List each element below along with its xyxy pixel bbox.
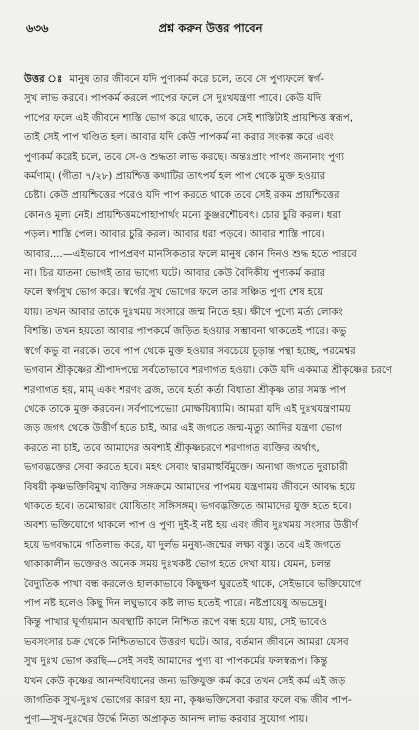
page-header [24, 6, 397, 34]
line-text: বৈদ্যুতিক পাখা বন্ধ করলেও হালকাভাবে কিছুক্ষণ ঘুরতেই থাকে, সেইভাবে ভক্তিযোগে [24, 578, 362, 590]
text-line [24, 672, 397, 691]
line-text: স্বর্গে কভু বা নরকে। তবে পাপ থেকে মুক্ত হওয়ার সবচেয়ে চূড়ান্ত পন্থা হচ্ছে, পরমেশ্বর [24, 345, 356, 357]
text-line [24, 148, 397, 167]
line-text: ফলে স্বর্গসুখ ভোগ করে। স্বর্গের সুখ ভোগের ফলে তার সঞ্চিত পুণ্য শেষ হয়ে [24, 287, 324, 299]
line-text: পাপের ফলে এই জীবনে শাস্তি ভোগ করে থাকে, তবে সেই শাস্তিটাই প্রায়শ্চিত্ত স্বরূপ, [24, 112, 353, 124]
text-line [24, 89, 397, 108]
text-line [24, 128, 397, 147]
line-text: সুখ দুঃখ ভোগ করছি—সেই সবই আমাদের পুণ্য বা পাপকর্মের ফলস্বরূপ। কিন্তু [24, 656, 328, 668]
text-line [24, 342, 397, 361]
text-line [24, 109, 397, 128]
line-text: বিশন্তি। তখন হয়তো আবার পাপকর্মে জড়িত হওয়ার সম্ভাবনা থাকতেই পারে। কভু [24, 326, 347, 338]
text-line [24, 633, 397, 652]
text-line [24, 516, 397, 535]
line-text: শরণাগত হয়, মাম্‌ একং শরণং ব্রজ, তবে হর্তা কর্তা বিধাতা শ্রীকৃষ্ণ তার সমস্ত পাপ [24, 384, 347, 396]
text-line [24, 691, 397, 710]
line-text: ভবসংসার চক্র থেকে নিশ্চিতভাবে উত্তরণ ঘটে। আর, বর্তমান জীবনে আমরা যেসব [24, 636, 349, 648]
line-text: থেকে তাকে মুক্ত করবেন। সর্বপাপেভ্যো মোক্ষয়িষ্যামি। আমরা যদি এই দুঃখযন্ত্রণাময় [24, 403, 351, 415]
line-text: বিষয়ী কৃষ্ণভক্তিবিমুখ ব্যক্তির সঙ্গক্রমে আমাদের পাপময় যন্ত্রণাময় জীবনে আবদ্ধ হয়ে [24, 481, 356, 493]
line-text: করতে না চাই, তবে আমাদের অবশ্যই শ্রীকৃষ্ণচরণে শরণাগত ব্যক্তির অর্থাৎ, [24, 442, 320, 454]
text-line [24, 322, 397, 341]
line-text: পুণ্যকর্ম করেই চলে, তবে সে-ও শুদ্ধতা লাভ করছে। অন্তঃপ্রাং পাপং জনানাং পুণ্য [24, 151, 345, 163]
line-text: মানুষ তার জীবনে যদি পুণ্যকর্ম করে চলে, তবে সে পুণ্যফলে স্বর্গ- [69, 74, 325, 85]
text-line [24, 225, 397, 244]
line-text: ভগবদ্ভক্তের সেবা করতে হবে। মহৎ সেবাং দ্বারমাহুর্বিমুক্তে। অন্যথা জগতে দুরাচারী [24, 462, 348, 474]
text-line [24, 710, 397, 729]
text-line [24, 652, 397, 671]
text-line [24, 419, 397, 438]
text-line [24, 458, 397, 477]
line-text: চেষ্টা। কেউ প্রায়শ্চিত্তের পরেও যদি পাপ করতে থাকে তবে সেই রকম প্রায়শ্চিত্তের [24, 190, 340, 202]
line-text: অবশ্য ভক্তিযোগে থাকলে পাপ ও পুণ্য দুই-ই নষ্ট হয় এবং জীব দুঃখময় সংসার উত্তীর্ণ [24, 520, 358, 532]
answer-label: উত্তর ঃ [24, 74, 63, 85]
line-text: যখন কেউ কৃষ্ণের আনন্দবিধানের জন্য ভক্তিযুক্ত কর্ম করে তখন সেই কর্ম এই জড় [24, 675, 346, 687]
text-line [24, 400, 397, 419]
text-line [24, 264, 397, 283]
text-line [24, 283, 397, 302]
line-text: পুণ্য—সুখ-দুঃখের উর্দ্ধে নিত্য অপ্রাকৃত আনন্দ লাভ করবার সুযোগ পায়। [24, 714, 309, 726]
line-text: কোনও মূল্য নেই। প্রায়শ্চিত্তমপোহাপার্থং মন্যে কুঞ্জরশৌচবৎ। চোর চুরি করল। ধরা [24, 209, 341, 221]
line-text: ভগবান শ্রীকৃষ্ণের শ্রীপাদপদ্মে সর্বতোভাবে শরণাগত হওয়া। কেউ যদি একমাত্র শ্রীকৃষ্ণের চরণে [24, 365, 392, 377]
text-line [24, 555, 397, 574]
line-text: হয়ে ভগবদ্ধামে গতিলাভ করে, যা দুর্লভ মনুষ্য-জন্মের লক্ষ্য বস্তু। তবে এই জগতে [24, 539, 341, 551]
text-line [24, 361, 397, 380]
text-line [24, 439, 397, 458]
line-text: না। চির যাতনা ভোগই তার ভাগ্যে ঘটে। আবার কেউ বৈদিকীয় পুণ্যকর্ম করার [24, 268, 326, 280]
text-line [24, 245, 397, 264]
text-line [24, 70, 397, 89]
line-text: সুখ লাভ করবে। পাপকর্ম করলে পাপের ফলে সে দুঃখযন্ত্রণা পাবে। কেউ যদি [24, 93, 322, 105]
text-line [24, 478, 397, 497]
line-text: জাগতিক সুখ-দুঃখ ভোগের কারণ হয় না, কৃষ্ণভক্তিসেবা করার ফলে বদ্ধ জীব পাপ- [24, 695, 352, 706]
running-title: প্রশ্ন করুন উত্তর পাবেন [158, 21, 263, 35]
text-line [24, 186, 397, 205]
line-text: কর্মণাম্‌। (গীতা ৭/২৮) প্রায়শ্চিত্ত কথাটির তাৎপর্য হল পাপ থেকে মুক্ত হওয়ার [24, 171, 326, 183]
line-text: পাপ নষ্ট হলেও কিছু দিন লঘুভাবে কষ্ট লাভ হতেই পারে। নষ্টপ্রায়েষু অভদ্রেষু। [24, 597, 328, 609]
line-text: যায়। তখন আবার তাকে দুঃখময় সংসারে জন্ম নিতে হয়। ক্ষীণে পুণ্যে মর্ত্য লোকং [24, 306, 343, 318]
page-number: ৬৩৬ [26, 21, 49, 35]
text-line [24, 613, 397, 632]
text-line [24, 167, 397, 186]
line-text: আবার....—এইভাবে পাপপ্রবণ মানসিকতার ফলে মানুষ কোন দিনও শুদ্ধ হতে পারবে [24, 248, 357, 260]
line-text: থাকতে হবে। তমোদ্বারং যোষিতাং সঙ্গিসঙ্গম্‌। ভগবদ্ভক্তিতে আমাদের যুক্ত হতে হবে। [24, 500, 352, 512]
line-text: পড়ল। শাস্তি পেল। আবার চুরি করল। আবার ধরা পড়বে। আবার শাস্তি পাবে। [24, 229, 325, 241]
text-line [24, 206, 397, 225]
text-line [24, 594, 397, 613]
text-line [24, 381, 397, 400]
line-text: কিন্তু পাখার ঘূর্ণায়মান অবস্থাটি কালে নিশ্চিত রূপে বন্ধ হয়ে যায়, সেই ভাবেও [24, 617, 327, 629]
line-text: থাকাকালীন ভক্তেরও অনেক সময় দুঃখকষ্ট ভোগ হতে দেখা যায়। যেমন, চলন্ত [24, 559, 331, 571]
answer-body [24, 70, 397, 730]
line-text: জড় জগৎ থেকে উত্তীর্ণ হতে চাই, আর এই জগতে জন্ম-মৃত্যু আদির যন্ত্রণা ভোগ [24, 423, 342, 435]
text-line [24, 575, 397, 594]
line-text: তাই সেই পাপ খণ্ডিত হল। আবার যদি কেউ পাপকর্ম না করার সংকল্প করে এবং [24, 132, 335, 144]
text-line [24, 303, 397, 322]
text-line [24, 497, 397, 516]
text-line [24, 536, 397, 555]
